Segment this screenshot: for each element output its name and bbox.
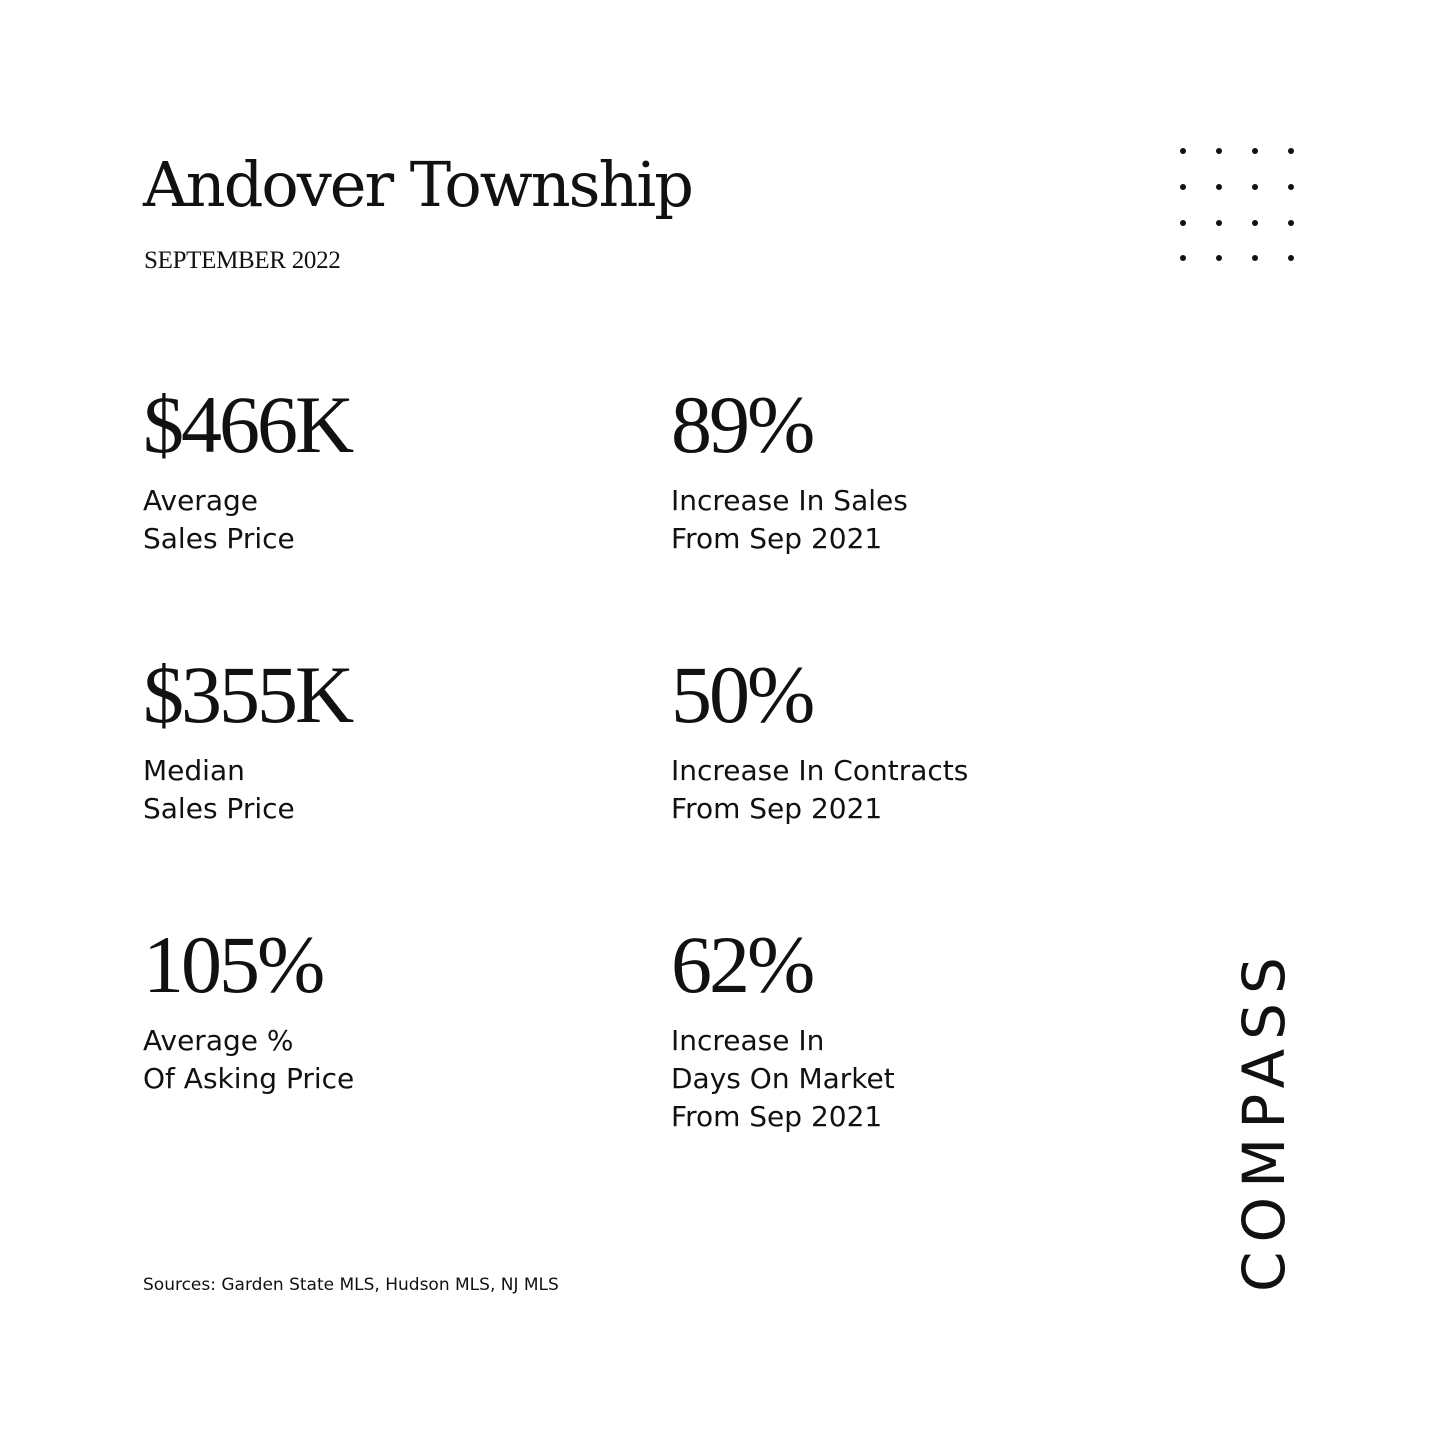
stat-label-line: Median bbox=[143, 754, 245, 787]
stat-label bbox=[143, 752, 623, 828]
stat-value: $355K bbox=[143, 649, 352, 740]
sources-footnote: Sources: Garden State MLS, Hudson MLS, NJ MLS bbox=[143, 1275, 559, 1295]
stat-value: 89% bbox=[671, 379, 813, 470]
stat-average-sales-price bbox=[143, 380, 623, 558]
stat-value: $466K bbox=[143, 379, 352, 470]
stat-label bbox=[143, 1022, 623, 1098]
stat-label-line: Sales Price bbox=[143, 522, 295, 555]
stat-increase-in-contracts bbox=[671, 650, 1151, 828]
stat-value: 105% bbox=[143, 919, 323, 1010]
stat-label bbox=[671, 482, 1151, 558]
page-title: Andover Township bbox=[143, 148, 692, 221]
stat-label bbox=[671, 752, 1151, 828]
stat-label-line: Increase In Sales bbox=[671, 484, 908, 517]
stat-label-line: From Sep 2021 bbox=[671, 792, 883, 825]
stat-label bbox=[671, 1022, 1151, 1136]
dot-grid-icon bbox=[1172, 141, 1302, 271]
stat-label-line: Increase In bbox=[671, 1024, 825, 1057]
stat-increase-in-days-on-market bbox=[671, 920, 1151, 1136]
stat-label-line: From Sep 2021 bbox=[671, 1100, 883, 1133]
stat-increase-in-sales bbox=[671, 380, 1151, 558]
report-date: SEPTEMBER 2022 bbox=[144, 247, 341, 274]
stat-label-line: Average bbox=[143, 484, 258, 517]
stat-label-line: Increase In Contracts bbox=[671, 754, 969, 787]
stat-label bbox=[143, 482, 623, 558]
stat-label-line: Sales Price bbox=[143, 792, 295, 825]
stat-label-line: From Sep 2021 bbox=[671, 522, 883, 555]
stat-value: 62% bbox=[671, 919, 813, 1010]
compass-logo: COMPASS bbox=[1230, 948, 1298, 1292]
stat-label-line: Days On Market bbox=[671, 1062, 895, 1095]
stat-median-sales-price bbox=[143, 650, 623, 828]
stat-value: 50% bbox=[671, 649, 813, 740]
stat-label-line: Of Asking Price bbox=[143, 1062, 355, 1095]
stat-average-percent-of-asking bbox=[143, 920, 623, 1098]
stat-label-line: Average % bbox=[143, 1024, 294, 1057]
